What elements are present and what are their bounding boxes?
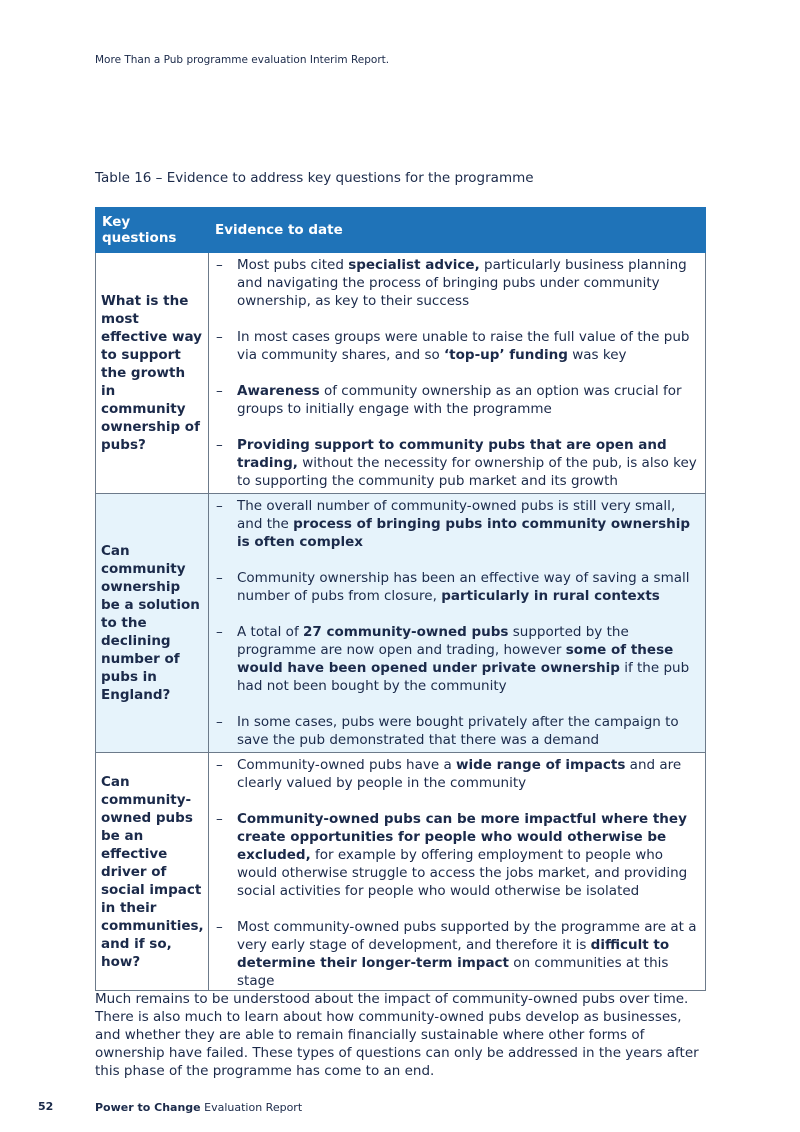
emphasis-text: Awareness xyxy=(237,383,320,399)
evidence-item: – The overall number of community-owned pubs is still very small, and the process of bringing pubs into community ownership is often complex xyxy=(214,497,699,551)
page-number: 52 xyxy=(38,1100,54,1113)
evidence-item: – Community-owned pubs can be more impactful where they create opportunities for people who would otherwise be excluded, for example by offering employment to people who would otherwise struggle to access the jobs market, and providing social activities for people who would otherwise be isolated xyxy=(214,810,699,900)
footer-brand-name: Power to Change xyxy=(95,1101,201,1114)
evidence-item: – Awareness of community ownership as an option was crucial for groups to initially engage with the programme xyxy=(214,382,699,418)
evidence-item: – Community-owned pubs have a wide range of impacts and are clearly valued by people in the community xyxy=(214,756,699,792)
emphasis-text: process of bringing pubs into community ownership is often complex xyxy=(237,516,690,550)
emphasis-text: 27 community-owned pubs xyxy=(303,624,509,640)
evidence-item: – A total of 27 community-owned pubs supported by the programme are now open and trading, however some of these would have been opened under private ownership if the pub had not been bought by the community xyxy=(214,623,699,695)
evidence-cell xyxy=(209,494,706,753)
table-caption: Table 16 – Evidence to address key questions for the programme xyxy=(95,170,534,186)
table-row xyxy=(96,253,706,494)
evidence-item: – Most community-owned pubs supported by the programme are at a very early stage of development, and therefore it is difficult to determine their longer-term impact on communities at this stage xyxy=(214,918,699,990)
summary-paragraph: Much remains to be understood about the impact of community-owned pubs over time. There is also much to learn about how community-owned pubs develop as businesses, and whether they are able to remain financially sustainable where other forms of ownership have failed. These types of questions can only be addressed in the years after this phase of the programme has come to an end. xyxy=(95,991,699,1079)
emphasis-text: some of these would have been opened under private ownership xyxy=(237,642,674,676)
running-header: More Than a Pub programme evaluation Interim Report. xyxy=(95,54,390,66)
footer-brand xyxy=(95,1101,302,1114)
emphasis-text: specialist advice, xyxy=(348,257,480,273)
table-row xyxy=(96,753,706,991)
question-cell: What is the most effective way to support the growth in community ownership of pubs? xyxy=(96,253,209,494)
column-header-key-questions: Key questions xyxy=(96,208,209,253)
question-cell: Can community ownership be a solution to the declining number of pubs in England? xyxy=(96,494,209,753)
emphasis-text: ‘top-up’ funding xyxy=(444,347,568,363)
evidence-list xyxy=(214,497,699,749)
footer-report-label: Evaluation Report xyxy=(200,1101,303,1114)
emphasis-text: wide range of impacts xyxy=(456,757,626,773)
emphasis-text: particularly in rural contexts xyxy=(441,588,660,604)
evidence-item: – Most pubs cited specialist advice, particularly business planning and navigating the process of bringing pubs under community ownership, as key to their success xyxy=(214,256,699,310)
evidence-cell xyxy=(209,253,706,494)
emphasis-text: Community-owned pubs can be more impactful where they create opportunities for people who would otherwise be excluded, xyxy=(237,811,687,863)
evidence-item: – In most cases groups were unable to raise the full value of the pub via community shares, and so ‘top-up’ funding was key xyxy=(214,328,699,364)
table-header-row xyxy=(96,208,706,253)
evidence-item: – In some cases, pubs were bought privately after the campaign to save the pub demonstrated that there was a demand xyxy=(214,713,699,749)
evidence-table xyxy=(95,207,706,991)
evidence-cell xyxy=(209,753,706,991)
emphasis-text: difficult to determine their longer-term impact xyxy=(237,937,670,971)
evidence-list xyxy=(214,256,699,490)
column-header-evidence: Evidence to date xyxy=(209,208,706,253)
evidence-list xyxy=(214,756,699,990)
evidence-item: – Providing support to community pubs that are open and trading, without the necessity for ownership of the pub, is also key to supporting the community pub market and its growth xyxy=(214,436,699,490)
emphasis-text: Providing support to community pubs that are open and trading, xyxy=(237,437,667,471)
evidence-item: – Community ownership has been an effective way of saving a small number of pubs from closure, particularly in rural contexts xyxy=(214,569,699,605)
question-cell: Can community-owned pubs be an effective driver of social impact in their communities, and if so, how? xyxy=(96,753,209,991)
table-row xyxy=(96,494,706,753)
